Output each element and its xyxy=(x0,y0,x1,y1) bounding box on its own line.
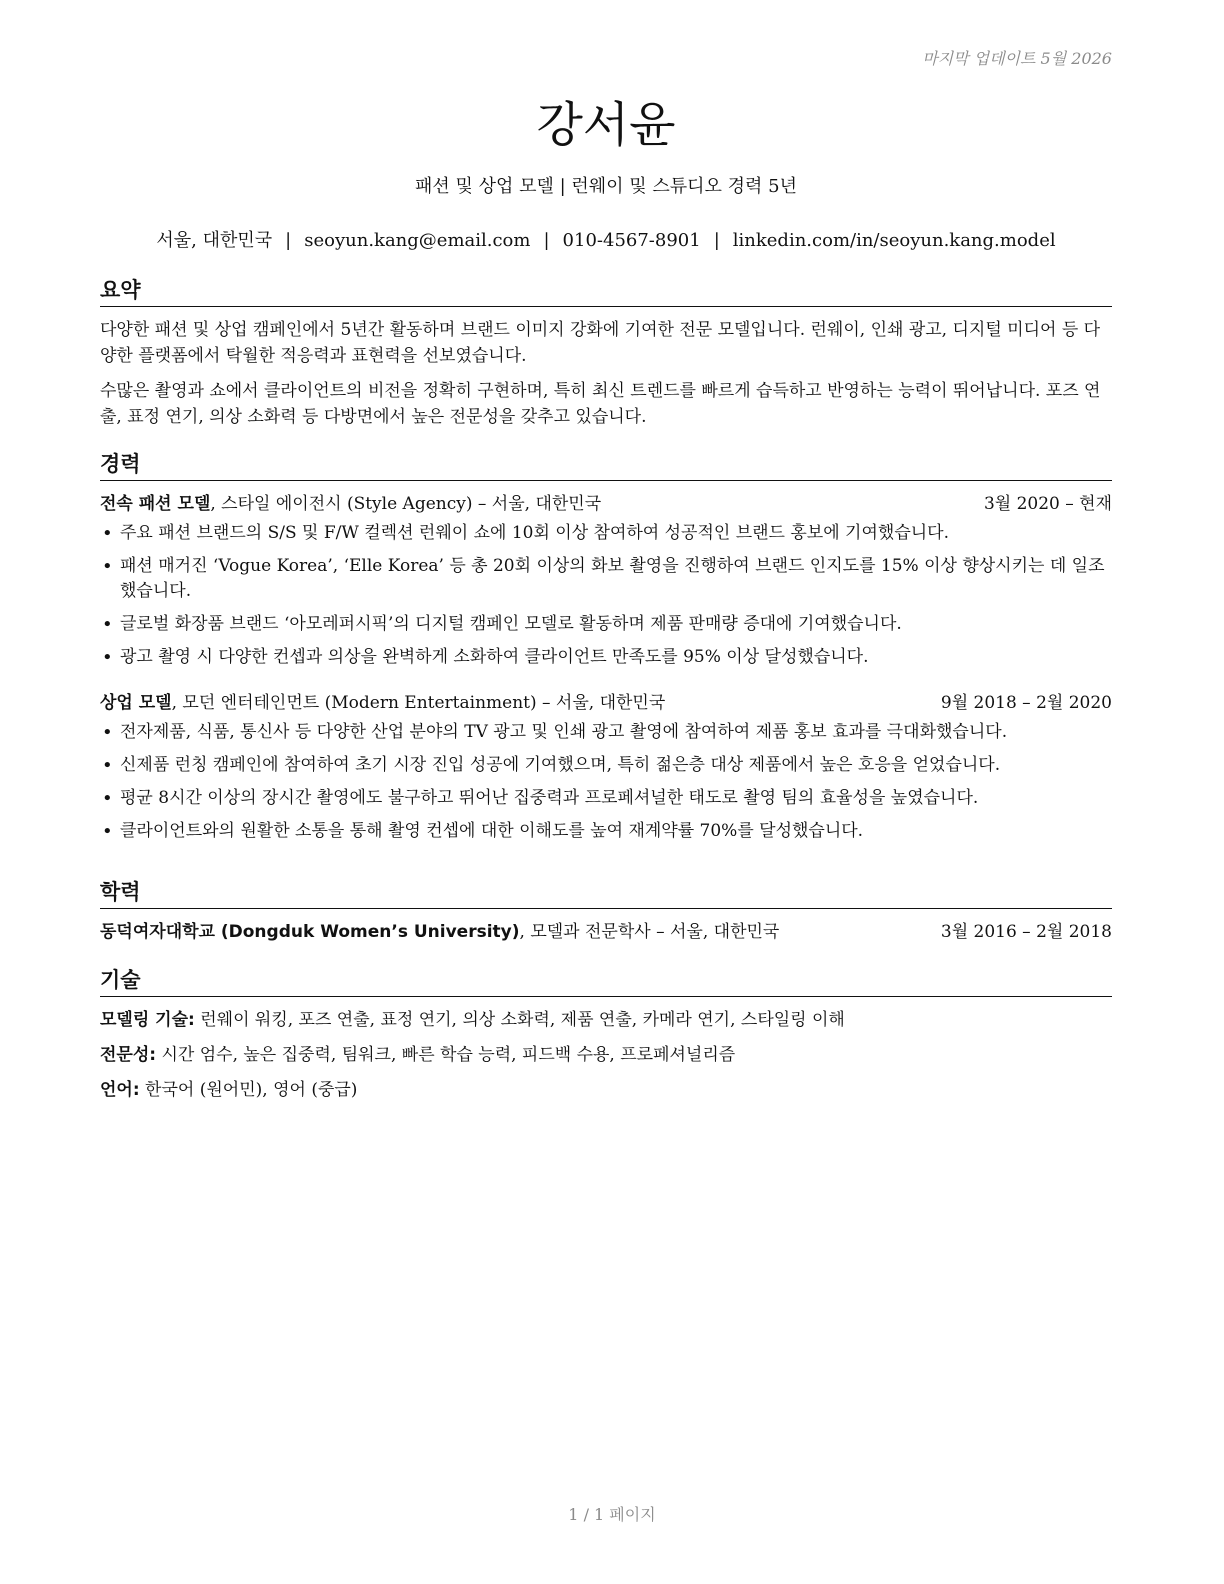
education-line xyxy=(100,919,779,945)
contact-separator: | xyxy=(543,230,550,251)
job-entry xyxy=(100,690,1112,844)
bullet-item: • 신제품 런칭 캠페인에 참여하여 초기 시장 진입 성공에 기여했으며, 특히 젊은층 대상 제품에서 높은 호응을 얻었습니다. xyxy=(100,753,1112,778)
education-dates: 3월 2016 – 2월 2018 xyxy=(940,922,1112,942)
section-title-skills: 기술 xyxy=(100,966,1112,997)
skill-row xyxy=(100,1042,1112,1068)
bullet-item: • 평균 8시간 이상의 장시간 촬영에도 불구하고 뛰어난 집중력과 프로페셔널한 태도로 촬영 팀의 효율성을 높였습니다. xyxy=(100,786,1112,811)
job-header xyxy=(100,690,1112,716)
skill-row xyxy=(100,1077,1112,1103)
job-dates: 9월 2018 – 2월 2020 xyxy=(940,693,1112,713)
contact-email[interactable]: seoyun.kang@email.com xyxy=(304,230,531,251)
experience-section xyxy=(100,450,1112,852)
skill-label: 언어: xyxy=(100,1080,140,1100)
job-org: , 모던 엔터테인먼트 (Modern Entertainment) – 서울, 대한민국 xyxy=(171,693,666,713)
skill-row xyxy=(100,1007,1112,1033)
school-name: 동덕여자대학교 (Dongduk Women’s University) xyxy=(100,922,520,942)
skills-section xyxy=(100,966,1112,1112)
contact-separator: | xyxy=(285,230,292,251)
job-header xyxy=(100,491,1112,517)
last-updated: 마지막 업데이트 5월 2026 xyxy=(922,49,1112,68)
degree-detail: , 모델과 전문학사 – 서울, 대한민국 xyxy=(519,922,780,942)
skill-label: 모델링 기술: xyxy=(100,1010,195,1030)
job-role: 상업 모델 xyxy=(100,693,172,713)
candidate-name: 강서윤 xyxy=(536,97,676,153)
job-title-line xyxy=(100,491,601,517)
summary-section xyxy=(100,276,1112,439)
job-entry xyxy=(100,491,1112,670)
bullet-item: • 광고 촬영 시 다양한 컨셉과 의상을 완벽하게 소화하여 클라이언트 만족도를 95% 이상 달성했습니다. xyxy=(100,645,1112,670)
summary-paragraph: 다양한 패션 및 상업 캠페인에서 5년간 활동하며 브랜드 이미지 강화에 기여한 전문 모델입니다. 런웨이, 인쇄 광고, 디지털 미디어 등 다양한 플랫폼에서 탁월한 적응력과 표현력을 선보였습니다. xyxy=(100,320,1101,366)
contact-location: 서울, 대한민국 xyxy=(156,230,273,251)
section-title-summary: 요약 xyxy=(100,276,1112,307)
contact-separator: | xyxy=(713,230,720,251)
job-title-line xyxy=(100,690,665,716)
skill-value: 런웨이 워킹, 포즈 연출, 표정 연기, 의상 소화력, 제품 연출, 카메라 연기, 스타일링 이해 xyxy=(194,1010,845,1030)
contact-phone: 010-4567-8901 xyxy=(562,230,701,251)
section-title-experience: 경력 xyxy=(100,450,1112,481)
skill-value: 한국어 (원어민), 영어 (중급) xyxy=(139,1080,358,1100)
contact-linkedin[interactable]: linkedin.com/in/seoyun.kang.model xyxy=(732,230,1056,251)
bullet-item: • 글로벌 화장품 브랜드 ‘아모레퍼시픽’의 디지털 캠페인 모델로 활동하며 제품 판매량 증대에 기여했습니다. xyxy=(100,612,1112,637)
bullet-item: • 클라이언트와의 원활한 소통을 통해 촬영 컨셉에 대한 이해도를 높여 재계약률 70%를 달성했습니다. xyxy=(100,819,1112,844)
education-entry xyxy=(100,919,1112,945)
contact-line xyxy=(100,226,1112,252)
job-bullets xyxy=(100,521,1112,670)
bullet-item: • 주요 패션 브랜드의 S/S 및 F/W 컬렉션 런웨이 쇼에 10회 이상 참여하여 성공적인 브랜드 홍보에 기여했습니다. xyxy=(100,521,1112,546)
summary-paragraph: 수많은 촬영과 쇼에서 클라이언트의 비전을 정확히 구현하며, 특히 최신 트렌드를 빠르게 습득하고 반영하는 능력이 뛰어납니다. 포즈 연출, 표정 연기, 의상 소화력 등 다방면에서 높은 전문성을 갖추고 있습니다. xyxy=(100,381,1101,427)
bullet-item: • 패션 매거진 ‘Vogue Korea’, ‘Elle Korea’ 등 총 20회 이상의 화보 촬영을 진행하여 브랜드 인지도를 15% 이상 향상시키는 데 일조했습니다. xyxy=(100,554,1112,604)
job-role: 전속 패션 모델 xyxy=(100,494,211,514)
skill-value: 시간 엄수, 높은 집중력, 팀워크, 빠른 학습 능력, 피드백 수용, 프로페셔널리즘 xyxy=(156,1045,736,1065)
headline: 패션 및 상업 모델 | 런웨이 및 스튜디오 경력 5년 xyxy=(415,176,797,197)
education-section xyxy=(100,878,1112,945)
skill-label: 전문성: xyxy=(100,1045,157,1065)
job-dates: 3월 2020 – 현재 xyxy=(983,494,1112,514)
bullet-item: • 전자제품, 식품, 통신사 등 다양한 산업 분야의 TV 광고 및 인쇄 광고 촬영에 참여하여 제품 홍보 효과를 극대화했습니다. xyxy=(100,720,1112,745)
page-number: 1 / 1 페이지 xyxy=(568,1505,656,1524)
job-bullets xyxy=(100,720,1112,844)
job-org: , 스타일 에이전시 (Style Agency) – 서울, 대한민국 xyxy=(210,494,602,514)
section-title-education: 학력 xyxy=(100,878,1112,909)
